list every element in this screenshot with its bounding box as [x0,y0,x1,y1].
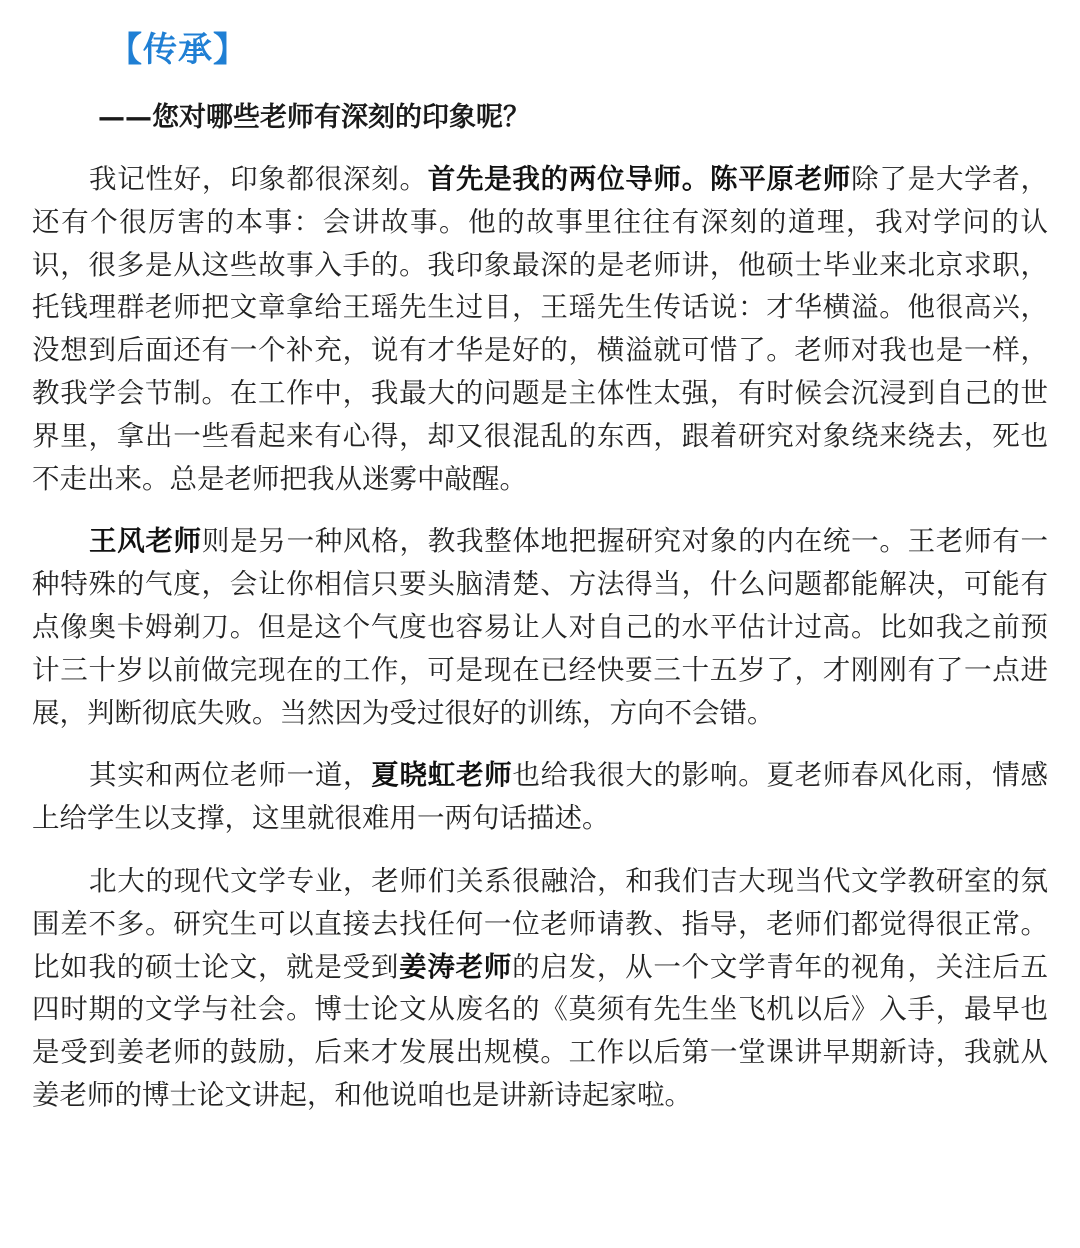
text-segment: 也给我很大的影响。夏老师春风化雨，情感上给学生以支撑，这里就很难用一两句话描述。 [32,759,1049,835]
text-segment: 其实和两位老师一道， [89,759,372,792]
bold-segment-jiang-tao: 姜涛老师 [399,950,513,983]
article [32,26,1048,1117]
interview-question: ——您对哪些老师有深刻的印象呢？ [98,102,530,133]
bold-segment-xia-xiaohong: 夏晓虹老师 [371,759,513,792]
text-segment: 北大的现代文学专业，老师们关系很融洽，和我们吉大现当代文学教研室的氛围差不多。研究生可以直接去找任何一位老师请教、指导，老师们都觉得很正常。比如我的硕士论文，就是受到 [32,864,1048,983]
paragraph-2 [32,520,1048,734]
bold-segment-advisors: 首先是我的两位导师。陈平原老师 [427,163,852,195]
text-segment: 我记性好，印象都很深刻。 [89,163,428,195]
text-segment: 则是另一种风格，教我整体地把握研究对象的内在统一。王老师有一种特殊的气度，会让你相信只要头脑清楚、方法得当，什么问题都能解决，可能有点像奥卡姆剃刀。但是这个气度也容易让人对自己的水平估计过高。比如我之前预计三十岁以前做完现在的工作，可是现在已经快要三十五岁了，才刚刚有了一点进展，判断彻底失败。当然因为受过很好的训练，方向不会错。 [32,525,1049,729]
paragraph-1 [32,158,1048,500]
bold-segment-wang-feng: 王风老师 [89,525,202,558]
paragraph-4 [32,860,1048,1117]
text-segment: 的启发，从一个文学青年的视角，关注后五四时期的文学与社会。博士论文从废名的《莫须有先生坐飞机以后》入手，最早也是受到姜老师的鼓励，后来才发展出规模。工作以后第一堂课讲早期新诗，我就从姜老师的博士论文讲起，和他说咱也是讲新诗起家啦。 [32,950,1049,1111]
paragraph-3 [32,754,1048,840]
text-segment: 除了是大学者，还有个很厉害的本事：会讲故事。他的故事里往往有深刻的道理，我对学问的认识，很多是从这些故事入手的。我印象最深的是老师讲，他硕士毕业来北京求职，托钱理群老师把文章拿给王瑶先生过目，王瑶先生传话说：才华横溢。他很高兴，没想到后面还有一个补充，说有才华是好的，横溢就可惜了。老师对我也是一样，教我学会节制。在工作中，我最大的问题是主体性太强，有时候会沉浸到自己的世界里，拿出一些看起来有心得，却又很混乱的东西，跟着研究对象绕来绕去，死也不走出来。总是老师把我从迷雾中敲醒。 [32,163,1049,495]
section-title: 【传承】 [108,30,248,70]
